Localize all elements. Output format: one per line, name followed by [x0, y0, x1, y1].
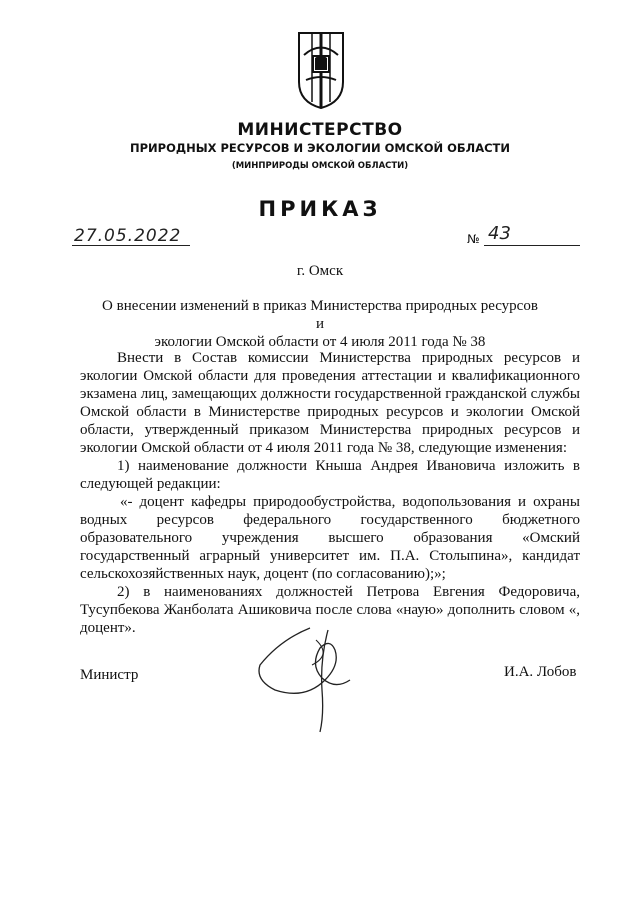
- ministry-subtitle: ПРИРОДНЫХ РЕСУРСОВ И ЭКОЛОГИИ ОМСКОЙ ОБЛАСТИ: [129, 141, 511, 155]
- order-number-label: №: [467, 232, 480, 246]
- handwritten-signature-icon: [250, 620, 360, 735]
- order-number: 43: [488, 223, 511, 244]
- body-item-2: 2) в наименованиях должностей Петрова Евгения Федоровича, Тусупбекова Жанболата Ашиковича после слова «наую» дополнить словом «, доцент».: [80, 584, 580, 636]
- city: г. Омск: [296, 263, 344, 279]
- subject-line-1: О внесении изменений в приказ Министерства природных ресурсов и: [102, 298, 538, 332]
- order-title: ПРИКАЗ: [258, 197, 382, 221]
- body-item-1-text: «- доцент кафедры природообустройства, водопользования и охраны водных ресурсов федерального государственного бюджетного образовательного учреждения высшего образования «Омский государственный аграрный университет им. П.А. Столыпина», кандидат сельскохозяйственных наук, доцент (по согласованию);»;: [80, 494, 580, 582]
- body-intro: Внести в Состав комиссии Министерства природных ресурсов и экологии Омской области для проведения аттестации и квалификационного экзамена лиц, замещающих должности государственной гражданской службы Омской области в Министерстве природных ресурсов и экологии Омской области, утвержденный приказом Министерства природных ресурсов и экологии Омской области от 4 июля 2011 года № 38, следующие изменения:: [80, 350, 580, 456]
- date-underline: [72, 245, 190, 246]
- signer-position: Министр: [80, 667, 139, 683]
- ministry-title: МИНИСТЕРСТВО: [237, 120, 403, 140]
- order-body: [80, 349, 580, 637]
- subject-line-2: экологии Омской области от 4 июля 2011 года № 38: [154, 334, 486, 350]
- body-item-1: 1) наименование должности Кныша Андрея Ивановича изложить в следующей редакции:: [80, 458, 580, 492]
- order-subject: [100, 297, 540, 351]
- number-underline: [484, 245, 580, 246]
- ministry-short-name: (МИНПРИРОДЫ ОМСКОЙ ОБЛАСТИ): [231, 161, 409, 171]
- signer-name: И.А. Лобов: [504, 664, 577, 680]
- coat-of-arms-icon: [296, 30, 346, 110]
- order-date: 27.05.2022: [74, 226, 182, 246]
